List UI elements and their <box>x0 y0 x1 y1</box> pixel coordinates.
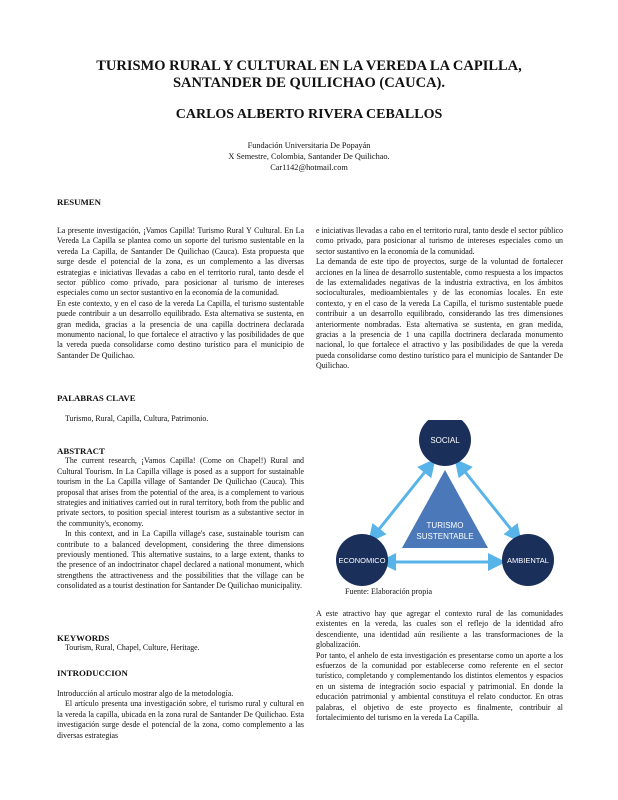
title-line-1: TURISMO RURAL Y CULTURAL EN LA VEREDA LA CAPILLA, <box>96 58 522 74</box>
resumen-section <box>57 197 304 207</box>
title-line-2: SANTANDER DE QUILICHAO (CAUCA). <box>172 75 446 91</box>
abstract-section <box>57 446 304 592</box>
palabras-section <box>57 393 304 403</box>
intro-heading: INTRODUCCION <box>57 668 128 678</box>
keywords-text: Tourism, Rural, Chapel, Culture, Heritage. <box>65 643 200 653</box>
node-economico-label: ECONOMICO <box>338 556 386 565</box>
keywords-heading: KEYWORDS <box>57 633 110 643</box>
affiliation-block <box>100 140 518 173</box>
sustainability-diagram <box>330 420 560 588</box>
intro-paragraph-1: Introducción al artículo mostrar algo de la metodología. <box>57 689 234 698</box>
affiliation-institution: Fundación Universitaria De Popayán <box>247 141 371 150</box>
abstract-heading: ABSTRACT <box>57 446 105 456</box>
palabras-body <box>57 414 304 424</box>
right-paragraph-2: La demanda de este tipo de proyectos, surge de la voluntad de fortalecer acciones en la línea de desarrollo sustentable, como respuesta a los impactos de las externalidades negativas de la industria extractiva, en los ámbitos socioculturales, medioambientales y de las economías locales. En este contexto, y en el caso de la vereda La Capilla, el turismo sustentable puede contribuir a un desarrollo equilibrado, considerando las tres dimensiones anteriormente nombradas. Esta alternativa se sustenta, en gran medida, gracias a la presencia de 1 una capilla doctrinera declarada monumento nacional, lo que fortalece el atractivo y las posibilidades de que la vereda pueda consolidarse como destino turístico para el municipio de Santander De Quilichao. <box>316 257 563 371</box>
right-paragraph-4: Por tanto, el anhelo de esta investigación es presentarse como un aporte a los esfuerzos de la comunidad por establecerse como referente en el sector turístico, completando y complementando los distintos elementos y espacios en un sistema de integración socio espacial y patrimonial. En donde la educación patrimonial y ambiental constituya el relato conductor. En otras palabras, el objetivo de este proyecto es finalmente, contribuir al fortalecimiento del turismo en la vereda La Capilla. <box>316 650 563 723</box>
intro-paragraph-2: El artículo presenta una investigación sobre, el turismo rural y cultural en la vereda la capilla, ubicada en la zona rural de Santander De Quilichao. Esta investigación surge desde el potencial de la zona, como complemento a las diversas estrategias <box>57 699 304 740</box>
resumen-heading: RESUMEN <box>57 197 101 207</box>
palabras-text: Turismo, Rural, Capilla, Cultura, Patrimonio. <box>65 414 209 423</box>
resumen-body <box>57 226 304 361</box>
resumen-paragraph-1: La presente investigación, ¡Vamos Capilla! Turismo Rural Y Cultural. En La Vereda La Capilla se plantea como un soporte del turismo sustentable en la vereda La Capilla, de Santander De Quilichao (Cauca). Esta propuesta que surge desde el potencial de la zona, es un complemento a las diversas estrategias e iniciativas llevadas a cabo en el territorio rural, tanto desde el sector público como privado, para posicionar al turismo de intereses especiales como un sector sustantivo en la economía de la comunidad. <box>57 226 304 298</box>
abstract-paragraph-1: The current research, ¡Vamos Capilla! (Come on Chapel!) Rural and Cultural Tourism. In La Capilla village is posed as a support for sustainable tourism in the La Capilla village of Santander De Quilichao (Cauca). This proposal that arises from the potential of the area, is a complement to various strategies and initiatives carried out in rural territory, both from the public and private sectors, to position special interest tourism as a substantive sector in the community's, economy. <box>57 456 304 528</box>
intro-body <box>57 689 304 741</box>
author-name: CARLOS ALBERTO RIVERA CEBALLOS <box>175 107 443 122</box>
right-paragraph-3: A este atractivo hay que agregar el contexto rural de las comunidades existentes en la vereda, las cuales son el reflejo de la identidad afro descendiente, una identidad aún resiliente a las transformaciones de la globalización. <box>316 609 563 650</box>
affiliation-email: Car1142@hotmail.com <box>270 163 348 172</box>
right-column-top <box>316 226 563 372</box>
node-social-label: SOCIAL <box>430 436 460 445</box>
center-label-line-2: SUSTENTABLE <box>416 532 474 541</box>
right-paragraph-1: e iniciativas llevadas a cabo en el territorio rural, tanto desde el sector público como privado, para posicionar al turismo de intereses especiales como un sector sustantivo en la economía de la comunidad. <box>316 226 563 256</box>
affiliation-location: X Semestre, Colombia, Santander De Quilichao. <box>228 152 390 161</box>
intro-section <box>57 668 304 678</box>
figure-caption: Fuente: Elaboración propia <box>345 587 433 596</box>
right-column-bottom <box>316 609 563 723</box>
paper-title <box>60 58 558 92</box>
resumen-paragraph-2: En este contexto, y en el caso de la vereda La Capilla, el turismo sustentable puede contribuir a un desarrollo equilibrado. Esta alternativa se sustenta, en gran medida, gracias a la presencia de una capilla doctrinera declarada monumento nacional, lo que fortalece el atractivo y las posibilidades de que la vereda pueda consolidarse como destino turístico para el municipio de Santander De Quilichao. <box>57 298 304 360</box>
palabras-heading: PALABRAS CLAVE <box>57 393 136 403</box>
center-label-line-1: TURISMO <box>426 521 464 530</box>
node-ambiental-label: AMBIENTAL <box>507 556 549 565</box>
keywords-section <box>57 633 304 654</box>
abstract-paragraph-2: In this context, and in La Capilla village's case, sustainable tourism can contribute to a balanced development, considering the three dimensions previously mentioned. This alternative sustains, to a large extent, thanks to the presence of an indoctrinator chapel declared a national monument, which strengthens the attractiveness and the possibilities that the village can be consolidated as a tourist destination for Santander De Quilichao municipality. <box>57 529 304 591</box>
